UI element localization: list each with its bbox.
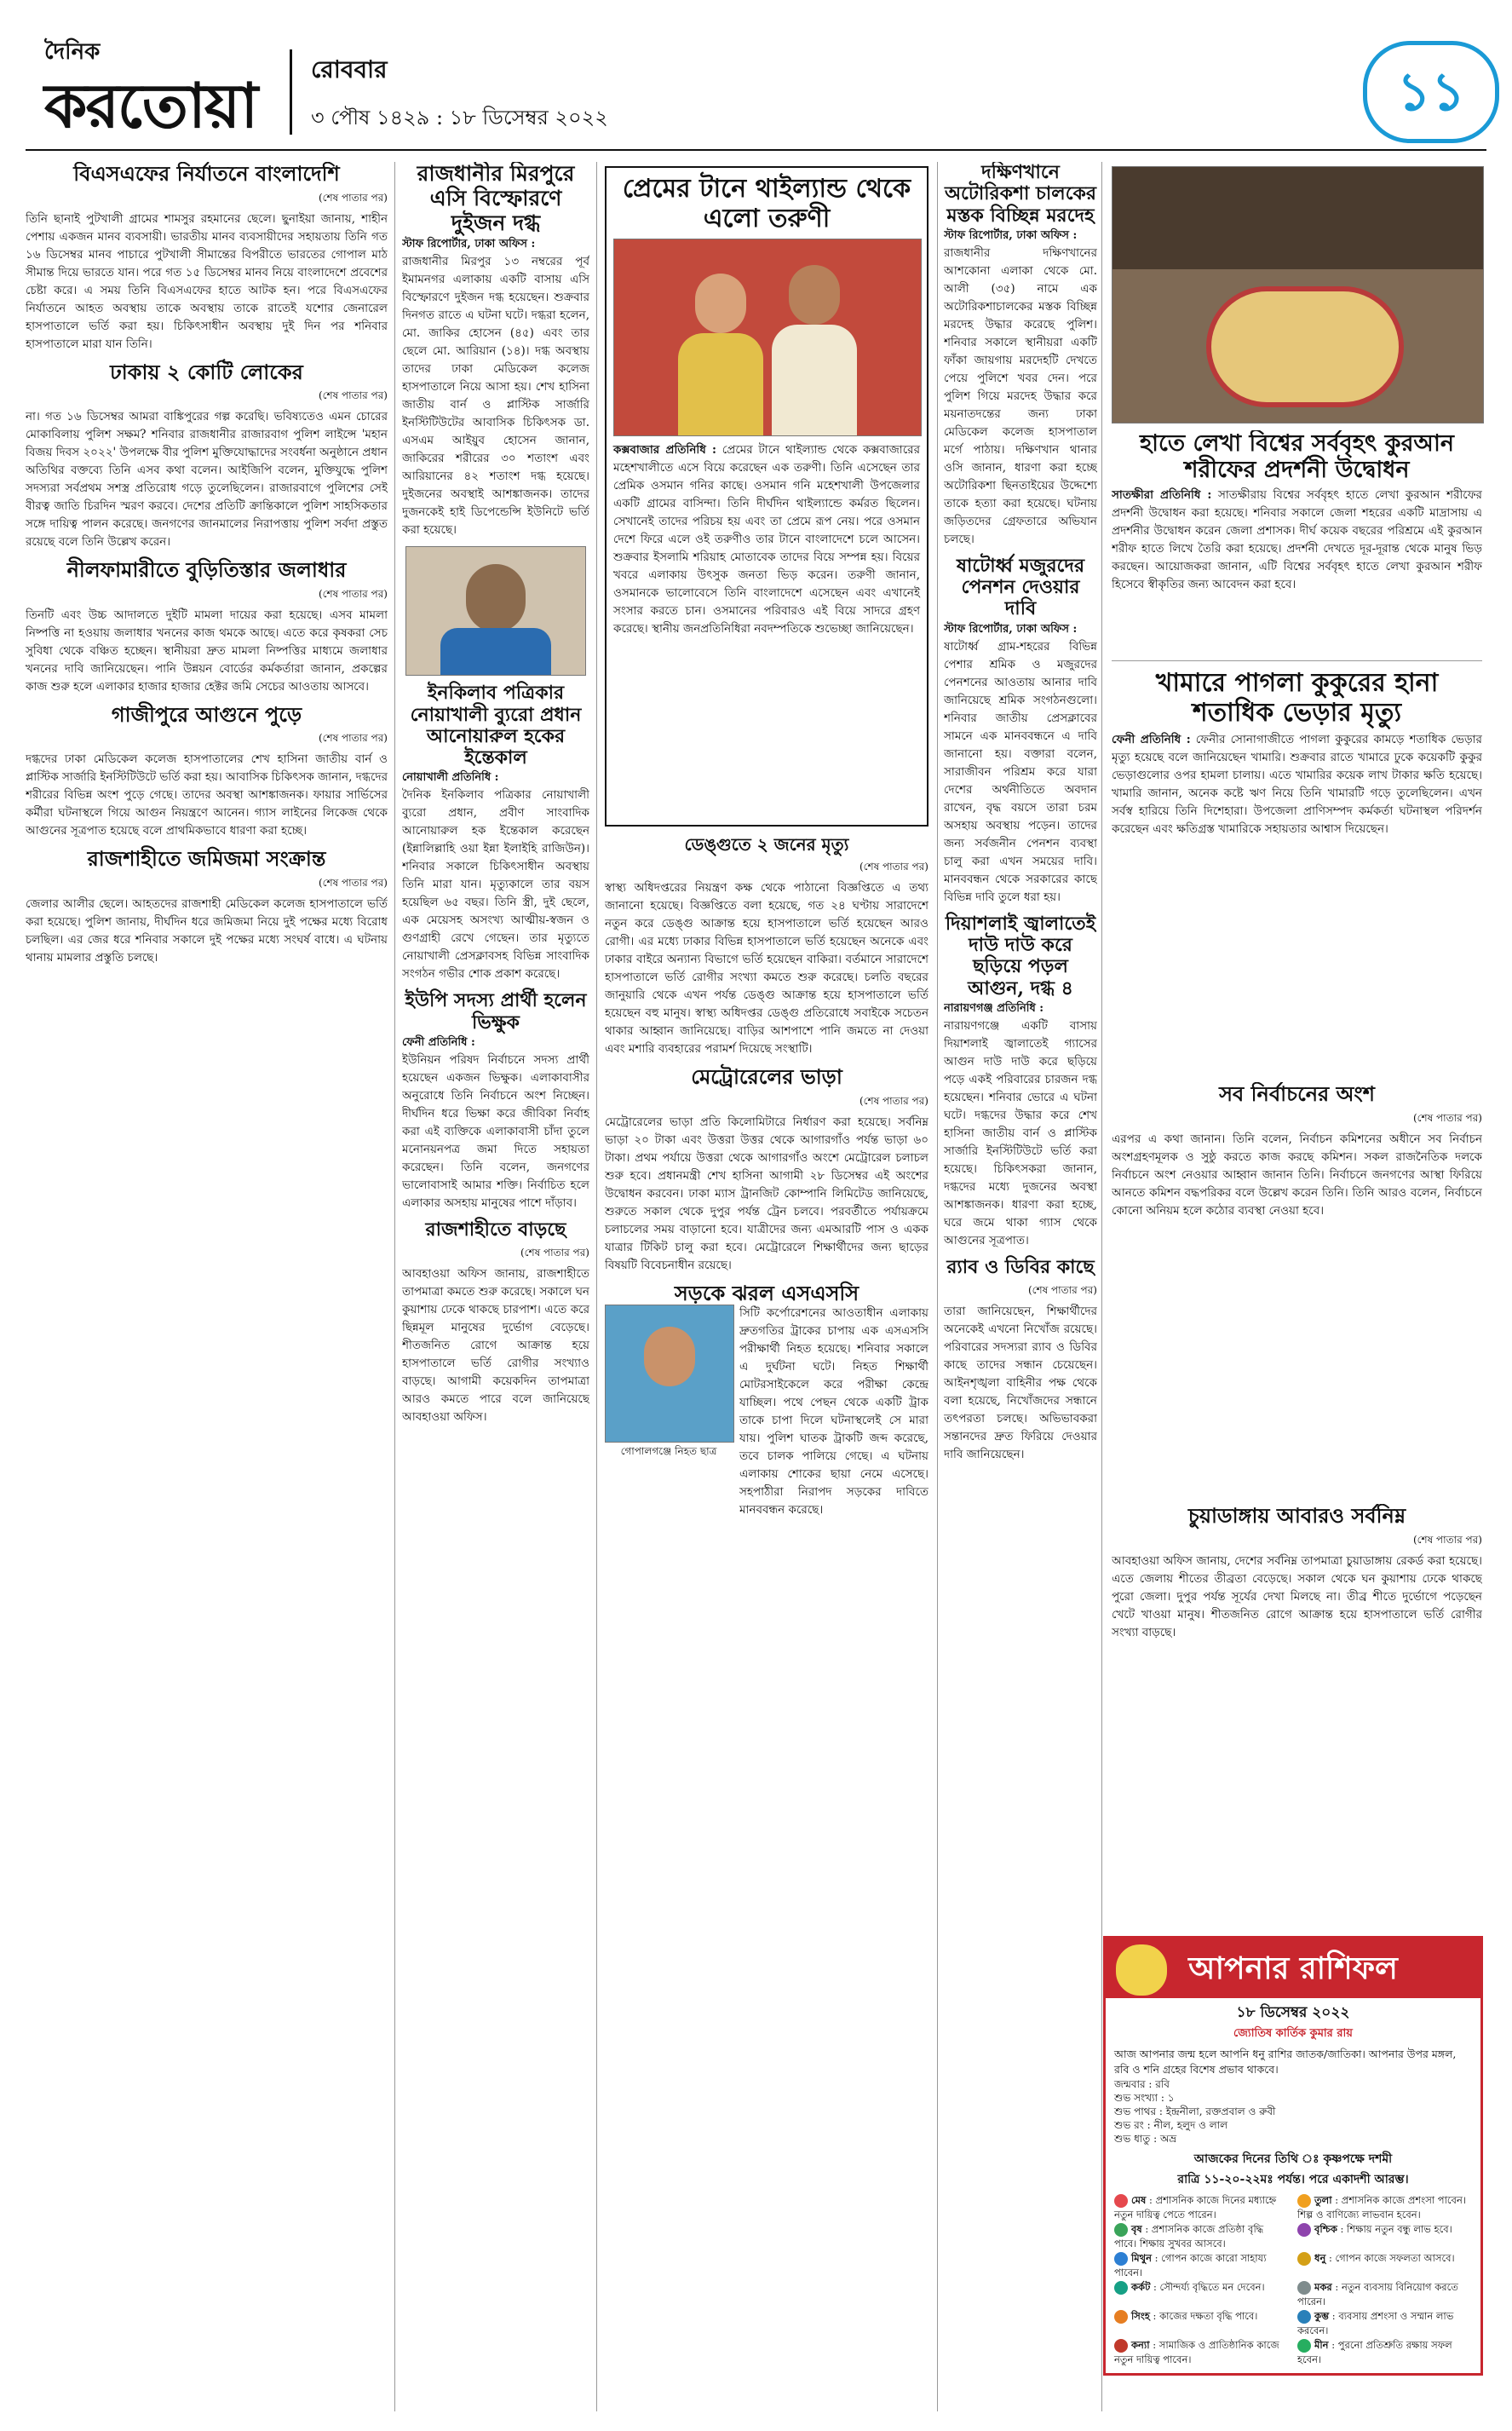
zodiac-sign-text: : শিক্ষায় নতুন বন্ধু লাভ হবে। xyxy=(1337,2223,1452,2235)
second-column xyxy=(402,162,589,2411)
zodiac-sign-text: : পুরনো প্রতিশ্রুতি রক্ষায় সফল হবেন। xyxy=(1297,2339,1452,2365)
zodiac-sign-text: : সামাজিক ও প্রাতিষ্ঠানিক কাজে নতুন দায়িত্ব পাবেন। xyxy=(1114,2339,1279,2365)
article-body: নারায়ণগঞ্জে একটি বাসায় দিয়াশলাই জ্বালাতেই গ্যাসের আগুন দাউ দাউ করে ছড়িয়ে পড়ে একই পরিবারের চারজন দগ্ধ হয়েছেন। শনিবার ভোরে এ ঘটনা ঘটে। দগ্ধদের উদ্ধার করে শেখ হাসিনা জাতীয় বার্ন ও প্লাস্টিক সার্জারি ইনস্টিটিউটে ভর্তি করা হয়েছে। চিকিৎসকরা জানান, দগ্ধদের মধ্যে দুজনের অবস্থা আশঙ্কাজনক। ধারণা করা হচ্ছে, ঘরে জমে থাকা গ্যাস থেকে আগুনের সূত্রপাত। xyxy=(944,1018,1097,1247)
headline: রাজধানীর মিরপুরে এসি বিস্ফোরণে দুইজন দগ্ধ xyxy=(417,162,575,235)
photo-background xyxy=(1112,167,1483,269)
zodiac-sign-text: : নতুন ব্যবসায় বিনিয়োগ করতে পারেন। xyxy=(1297,2281,1458,2307)
lucky-item xyxy=(1114,2105,1472,2118)
zodiac-sign-name: মকর xyxy=(1314,2281,1332,2293)
zodiac-sign-name: বৃশ্চিক xyxy=(1314,2223,1337,2235)
headline: প্রেমের টানে থাইল্যান্ড থেকে এলো তরুণী xyxy=(622,174,911,233)
zodiac-sign-entry xyxy=(1114,2309,1289,2338)
logo-small: দৈনিক xyxy=(44,39,101,65)
zodiac-sign-entry xyxy=(1114,2280,1289,2309)
zodiac-sign-entry xyxy=(1297,2193,1472,2222)
lucky-label: শুভ পাথর xyxy=(1114,2106,1157,2117)
byline: স্টাফ রিপোর্টার, ঢাকা অফিস : xyxy=(944,228,1078,242)
photo-caption: গোপালগঞ্জে নিহত ছাত্র xyxy=(620,1445,717,1458)
lucky-item xyxy=(1114,2132,1472,2146)
article-body: ফেনীর সোনাগাজীতে পাগলা কুকুরের কামড়ে শতাধিক ভেড়ার মৃত্যু হয়েছে বলে জানিয়েছেন খামারি। শুক্রবার রাতে খামারে ঢুকে কয়েকটি কুকুর ভেড়াগুলোর ওপর হামলা চালায়। এতে খামারির কয়েক লাখ টাকার ক্ষতি হয়েছে। খামারি জানান, অনেক কষ্টে ঋণ নিয়ে তিনি খামারটি গড়ে তুলেছিলেন। এখন সর্বস্ব হারিয়ে তিনি দিশেহারা। উপজেলা প্রাণিসম্পদ কর্মকর্তা ঘটনাস্থল পরিদর্শন করেছেন এবং ক্ষতিগ্রস্ত খামারিকে সহায়তার আশ্বাস দিয়েছেন। xyxy=(1112,733,1482,836)
issue-date: ৩ পৌষ ১৪২৯ : ১৮ ডিসেম্বর ২০২২ xyxy=(311,106,608,130)
continued-label: (শেষ পাতার পর) xyxy=(1027,1284,1097,1297)
zodiac-sign-text: : সৌন্দর্য্য বৃদ্ধিতে মন দেবেন। xyxy=(1150,2281,1265,2293)
lucky-value: ইন্দ্রনীলা, রক্তপ্রবাল ও রুবী xyxy=(1165,2106,1276,2117)
lucky-list xyxy=(1106,2077,1480,2146)
headline: ষাটোর্ধ্ব মজুরদের পেনশন দেওয়ার দাবি xyxy=(956,554,1085,620)
headline: ইউপি সদস্য প্রার্থী হলেন ভিক্ষুক xyxy=(405,989,587,1034)
zodiac-sign-name: বৃষ xyxy=(1131,2223,1142,2235)
zodiac-sign-entry xyxy=(1297,2338,1472,2367)
zodiac-wheel-icon xyxy=(1114,1943,1169,1997)
column-divider xyxy=(1101,162,1102,2411)
zodiac-symbol-icon xyxy=(1114,2223,1128,2237)
byline: কক্সবাজার প্রতিনিধি : xyxy=(613,443,716,457)
lucky-value: নীল, হলুদ ও লাল xyxy=(1153,2119,1228,2131)
article-body: সাতক্ষীরায় বিশ্বের সর্ববৃহৎ হাতে লেখা কুরআন শরীফের প্রদর্শনী উদ্বোধন করা হয়েছে। শনিবার সকালে জেলা শহরের একটি মাদ্রাসায় এ প্রদর্শনীর উদ্বোধন করেন জেলা প্রশাসক। দীর্ঘ কয়েক বছরের পরিশ্রমে এই কুরআন শরীফ হাতে লিখে তৈরি করা হয়েছে। প্রদর্শনী দেখতে দূর-দূরান্ত থেকে মানুষ ভিড় করছেন। আয়োজকরা জানান, এটি বিশ্বের সর্ববৃহৎ হাতে লেখা কুরআন শরীফ হিসেবে স্বীকৃতির জন্য আবেদন করা হবে। xyxy=(1112,488,1482,592)
issue-day: রোববার xyxy=(311,55,388,84)
byline: সাতক্ষীরা প্রতিনিধি : xyxy=(1112,488,1212,503)
horoscope-intro: আজ আপনার জন্ম হলে আপনি ধনু রাশির জাতক/জাতিকা। আপনার উপর মঙ্গল, রবি ও শনি গ্রহের বিশেষ প্রভাব থাকবে। xyxy=(1114,2048,1457,2076)
lucky-value: অভ্র xyxy=(1159,2133,1177,2145)
zodiac-signs-grid xyxy=(1106,2193,1480,2367)
byline: স্টাফ রিপোর্টার, ঢাকা অফিস : xyxy=(944,622,1078,636)
headline: ইনকিলাব পত্রিকার নোয়াখালী ব্যুরো প্রধান আনোয়ারুল হকের ইন্তেকাল xyxy=(410,682,582,769)
article-body: দগ্ধদের ঢাকা মেডিকেল কলেজ হাসপাতালের শেখ হাসিনা জাতীয় বার্ন ও প্লাস্টিক সার্জারি ইনস্টিটিউটে ভর্তি করা হয়। আবাসিক চিকিৎসক জানান, দগ্ধদের শরীরের বিভিন্ন অংশ পুড়ে গেছে। তাদের অবস্থা আশঙ্কাজনক। ফায়ার সার্ভিসের কর্মীরা ঘটনাস্থলে গিয়ে আগুন নিয়ন্ত্রণে আনেন। গ্যাস লাইনের লিকেজ থেকে আগুনের সূত্রপাত হয়েছে বলে প্রাথমিকভাবে ধারণা করা হচ্ছে। xyxy=(26,752,388,838)
person-body-icon xyxy=(440,628,551,675)
fourth-column xyxy=(944,162,1097,2411)
headline: দিয়াশলাই জ্বালাতেই দাউ দাউ করে ছড়িয়ে পড়ল আগুন, দগ্ধ ৪ xyxy=(945,912,1096,999)
horoscope-title: আপনার রাশিফল xyxy=(1188,1950,1398,1986)
election-article xyxy=(1112,1082,1482,1500)
continued-label: (শেষ পাতার পর) xyxy=(318,876,388,889)
continued-label: (শেষ পাতার পর) xyxy=(520,1247,589,1259)
article-body: রাজধানীর মিরপুর ১৩ নম্বরের পূর্ব ইমামনগর এলাকায় একটি বাসায় এসি বিস্ফোরণে দুইজন দগ্ধ হয়েছেন। শুক্রবার দিনগত রাতে এ ঘটনা ঘটে। দগ্ধরা হলেন, মো. জাকির হোসেন (৪৫) এবং তার ছেলে মো. আরিয়ান (১৪)। দগ্ধ অবস্থায় তাদের ঢাকা মেডিকেল কলেজ হাসপাতালে নিয়ে আসা হয়। শেখ হাসিনা জাতীয় বার্ন ও প্লাস্টিক সার্জারি ইনস্টিটিউটের আবাসিক চিকিৎসক ডা. এসএম আইয়ুব হোসেন জানান, জাকিরের শরীরের ৩০ শতাংশ এবং আরিয়ানের ৪২ শতাংশ দগ্ধ হয়েছে। দুইজনের অবস্থাই আশঙ্কাজনক। তাদের দুজনকেই হাই ডিপেন্ডেন্সি ইউনিটে ভর্তি করা হয়েছে। xyxy=(402,255,589,538)
zodiac-symbol-icon xyxy=(1297,2223,1311,2237)
lucky-value: রবি xyxy=(1155,2078,1170,2090)
quran-article xyxy=(1112,430,1482,656)
zodiac-symbol-icon xyxy=(1297,2339,1311,2353)
headline: হাতে লেখা বিশ্বের সর্ববৃহৎ কুরআন শরীফের প্রদর্শনী উদ্বোধন xyxy=(1139,430,1455,484)
separator: : xyxy=(1145,2078,1156,2090)
continued-label: (শেষ পাতার পর) xyxy=(1412,1533,1482,1546)
student-photo xyxy=(605,1305,734,1443)
continued-label: (শেষ পাতার পর) xyxy=(318,191,388,204)
bride-dress-icon xyxy=(678,333,763,435)
article-body: আবহাওয়া অফিস জানায়, দেশের সর্বনিম্ন তাপমাত্রা চুয়াডাঙ্গায় রেকর্ড করা হয়েছে। এতে জেলায় শীতের তীব্রতা বেড়েছে। সকাল থেকে ঘন কুয়াশায় ঢেকে থাকছে পুরো জেলা। দুপুর পর্যন্ত সূর্যের দেখা মিলছে না। তীব্র শীতে দুর্ভোগে পড়েছেন খেটে খাওয়া মানুষ। শীতজনিত রোগে আক্রান্ত হয়ে হাসপাতালে ভর্তি রোগীর সংখ্যা বাড়ছে। xyxy=(1112,1553,1482,1639)
zodiac-sign-text: : কাজের দক্ষতা বৃদ্ধি পাবে। xyxy=(1149,2310,1258,2322)
byline: ফেনী প্রতিনিধি : xyxy=(1112,733,1191,746)
article-body: ইউনিয়ন পরিষদ নির্বাচনে সদস্য প্রার্থী হয়েছেন একজন ভিক্ষুক। এলাকাবাসীর অনুরোধে তিনি নির্বাচনে অংশ নিচ্ছেন। দীর্ঘদিন ধরে ভিক্ষা করে জীবিকা নির্বাহ করা এই ব্যক্তিকে এলাকাবাসী চাঁদা তুলে মনোনয়নপত্র জমা দিতে সহায়তা করেছেন। তিনি বলেন, জনগণের ভালোবাসাই আমার শক্তি। নির্বাচিত হলে এলাকার অসহায় মানুষের পাশে দাঁড়াব। xyxy=(402,1053,589,1211)
zodiac-sign-entry xyxy=(1297,2222,1472,2251)
quran-display-icon xyxy=(1206,286,1404,407)
zodiac-symbol-icon xyxy=(1297,2281,1311,2295)
tithi-time: রাত্রি ১১-২০-২২মঃ পর্যন্ত। পরে একাদশী আরম্ভ। xyxy=(1177,2173,1409,2186)
lucky-label: শুভ রং xyxy=(1114,2119,1144,2131)
zodiac-sign-text: : প্রশাসনিক কাজে দিনের মধ্যাহ্নে নতুন দায়িত্ব পেতে পারেন। xyxy=(1114,2194,1277,2221)
zodiac-sign-entry xyxy=(1114,2222,1289,2251)
headline: সড়কে ঝরল এসএসসি xyxy=(674,1280,859,1305)
headline: মেট্রোরেলের ভাড়া xyxy=(691,1064,842,1089)
zodiac-sign-entry xyxy=(1297,2251,1472,2280)
zodiac-sign-entry xyxy=(1114,2338,1289,2367)
separator: : xyxy=(1158,2092,1168,2104)
zodiac-symbol-icon xyxy=(1114,2252,1128,2266)
continued-label: (শেষ পাতার পর) xyxy=(1412,1111,1482,1124)
section-rule xyxy=(1112,660,1482,661)
headline: ঢাকায় ২ কোটি লোকের xyxy=(110,359,303,384)
lucky-item xyxy=(1114,2118,1472,2132)
student-head-icon xyxy=(644,1327,695,1386)
lucky-label: জন্মবার xyxy=(1114,2078,1146,2090)
article-body: দৈনিক ইনকিলাব পত্রিকার নোয়াখালী ব্যুরো প্রধান, প্রবীণ সাংবাদিক আনোয়ারুল হক ইন্তেকাল করেছেন (ইন্নালিল্লাহি ওয়া ইন্না ইলাইহি রাজিউন)। শনিবার সকালে চিকিৎসাধীন অবস্থায় তিনি মারা যান। মৃত্যুকালে তার বয়স হয়েছিল ৬৫ বছর। তিনি স্ত্রী, দুই ছেলে, এক মেয়েসহ অসংখ্য আত্মীয়-স্বজন ও গুণগ্রাহী রেখে গেছেন। তার মৃত্যুতে নোয়াখালী প্রেসক্লাবসহ বিভিন্ন সাংবাদিক সংগঠন গভীর শোক প্রকাশ করেছে। xyxy=(402,788,589,982)
zodiac-symbol-icon xyxy=(1297,2194,1311,2208)
headline: নীলফামারীতে বুড়িতিস্তার জলাধার xyxy=(66,557,347,583)
article-body: রাজধানীর দক্ষিণখানের আশকোনা এলাকা থেকে মো. আলী (৩৫) নামে এক অটোরিকশাচালকের মস্তক বিচ্ছিন্ন মরদেহ উদ্ধার করেছে পুলিশ। শনিবার সকালে স্থানীয়রা একটি ফাঁকা জায়গায় মরদেহটি দেখতে পেয়ে পুলিশে খবর দেন। পরে পুলিশ গিয়ে মরদেহ উদ্ধার করে ময়নাতদন্তের জন্য ঢাকা মেডিকেল কলেজ হাসপাতাল মর্গে পাঠায়। দক্ষিণখান থানার ওসি জানান, ধারণা করা হচ্ছে অটোরিকশা ছিনতাইয়ের উদ্দেশ্যে তাকে হত্যা করা হয়েছে। ঘটনায় জড়িতদের গ্রেফতারে অভিযান চলছে। xyxy=(944,245,1097,546)
headline: দক্ষিণখানে অটোরিকশা চালকের মস্তক বিচ্ছিন্ন মরদেহ xyxy=(944,162,1097,227)
left-column xyxy=(26,162,388,2411)
separator: : xyxy=(1150,2133,1160,2145)
tithi-label: আজকের দিনের তিথি ঃ কৃষ্ণপক্ষে দশমী xyxy=(1193,2152,1393,2166)
portrait-photo xyxy=(405,546,586,676)
article-body: ষাটোর্ধ্ব গ্রাম-শহরের বিভিন্ন পেশার শ্রমিক ও মজুরদের পেনশনের আওতায় আনার দাবি জানিয়েছে শ্রমিক সংগঠনগুলো। শনিবার জাতীয় প্রেসক্লাবের সামনে এক মানববন্ধনে এ দাবি জানানো হয়। বক্তারা বলেন, সারাজীবন পরিশ্রম করে যারা দেশের অর্থনীতিতে অবদান রাখেন, বৃদ্ধ বয়সে তারা চরম অসহায় অবস্থায় পড়েন। তাদের জন্য সর্বজনীন পেনশন ব্যবস্থা চালু করা এখন সময়ের দাবি। মানববন্ধন থেকে সরকারের কাছে বিভিন্ন দাবি তুলে ধরা হয়। xyxy=(944,639,1097,904)
lucky-label: শুভ সংখ্যা xyxy=(1114,2092,1158,2104)
masthead xyxy=(0,0,1512,149)
zodiac-sign-text: : গোপন কাজে কারো সাহায্য পাবেন। xyxy=(1114,2252,1267,2278)
person-head-icon xyxy=(466,564,526,632)
zodiac-symbol-icon xyxy=(1114,2281,1128,2295)
article-body: তিনি ছানাই পুটখালী গ্রামের শামসুর রহমানের ছেলে। ছুনাইয়া জানায়, শাহীন পেশায় একজন মানব ব্যবসায়ী। ভারতীয় মানব ব্যবসায়ীদের সহায়তায় তিনি গত ১৬ ডিসেম্বর মানব পাচারে পুটখালী সীমান্তের বিপরীতে ভারতের গোপাল মাঠ সীমান্ত দিয়ে ভারতে যান। পরে গত ১৫ ডিসেম্বর মানব নিয়ে বাংলাদেশে প্রবেশের চেষ্টা করে। এ সময় তিনি বিএসএফের হাতে আটক হন। পরে বিএসএফের নির্যাতনে আহত অবস্থায় তাকে অবস্থায় তাকে রাতেই যশোর জেনারেল হাসপাতালে ভর্তি করা হয়। চিকিৎসাধীন অবস্থায় দুই দিন পর শনিবার হাসপাতালে মারা যান তিনি। xyxy=(26,211,388,351)
zodiac-sign-text: : ব্যবসায় প্রশংসা ও সম্মান লাভ করবেন। xyxy=(1297,2310,1454,2336)
headline: গাজীপুরে আগুনে পুড়ে xyxy=(111,701,302,727)
continued-label: (শেষ পাতার পর) xyxy=(859,1094,928,1107)
horoscope-box xyxy=(1103,1936,1483,2376)
horoscope-date: ১৮ ডিসেম্বর ২০২২ xyxy=(1236,2004,1350,2021)
headline: সব নির্বাচনের অংশ xyxy=(1219,1082,1375,1106)
continued-label: (শেষ পাতার পর) xyxy=(318,389,388,402)
horoscope-header xyxy=(1106,1938,1480,1998)
headline: বিএসএফের নির্যাতনে বাংলাদেশি xyxy=(73,162,340,186)
headline: রাজশাহীতে বাড়ছে xyxy=(425,1218,566,1241)
quran-exhibition-photo xyxy=(1112,166,1484,423)
masthead-rule xyxy=(26,149,1486,151)
bride-icon xyxy=(695,274,746,333)
zodiac-sign-entry xyxy=(1297,2309,1472,2338)
page-number: ১১ xyxy=(1363,41,1499,143)
zodiac-sign-text: : প্রশাসনিক কাজে প্রতিষ্ঠা বৃদ্ধি পাবে। শিক্ষায় সুখবর আসবে। xyxy=(1114,2223,1264,2250)
zodiac-symbol-icon xyxy=(1297,2310,1311,2324)
continued-label: (শেষ পাতার পর) xyxy=(318,732,388,745)
column-divider xyxy=(937,162,938,2411)
lucky-label: শুভ ধাতু xyxy=(1114,2133,1151,2145)
byline: নোয়াখালী প্রতিনিধি : xyxy=(402,771,499,785)
article-body: আবহাওয়া অফিস জানায়, রাজশাহীতে তাপমাত্রা কমতে শুরু করেছে। সকালে ঘন কুয়াশায় ঢেকে থাকছে চারপাশ। এতে করে ছিন্নমূল মানুষের দুর্ভোগ বেড়েছে। শীতজনিত রোগে আক্রান্ত হয়ে হাসপাতালে ভর্তি রোগীর সংখ্যাও বাড়ছে। আগামী কয়েকদিন তাপমাত্রা আরও কমতে পারে বলে জানিয়েছে আবহাওয়া অফিস। xyxy=(402,1267,589,1425)
horoscope-author: জ্যোতিষ কার্তিক কুমার রায় xyxy=(1233,2027,1353,2040)
headline: চুয়াডাঙ্গায় আবারও সর্বনিম্ন xyxy=(1187,1504,1406,1528)
article-body: প্রেমের টানে থাইল্যান্ড থেকে কক্সবাজারের মহেশখালীতে এসে বিয়ে করেছেন এক তরুণী। তিনি এসেছেন তার প্রেমিক ওসমান গনির কাছে। ওসমান গনি মহেশখালী উপজেলার একটি গ্রামের বাসিন্দা। তিনি দীর্ঘদিন থাইল্যান্ডে কর্মরত ছিলেন। সেখানেই তাদের পরিচয় হয় এবং তা প্রেমে রূপ নেয়। পরে ওসমান দেশে ফিরে এলে ওই তরুণীও তার টানে বাংলাদেশে চলে আসেন। শুক্রবার ইসলামি শরিয়াহ মোতাবেক তাদের বিয়ে সম্পন্ন হয়। বিয়ের খবরে এলাকায় উৎসুক জনতা ভিড় করেন। তরুণী জানান, ওসমানকে ভালোবেসে তিনি বাংলাদেশে এসেছেন এবং এখানেই সংসার করতে চান। ওসমানের পরিবারও এই বিয়ে সাদরে গ্রহণ করেছে। স্থানীয় জনপ্রতিনিধিরা নবদম্পতিকে শুভেচ্ছা জানিয়েছেন। xyxy=(613,443,921,636)
headline: ডেঙ্গুতে ২ জনের মৃত্যু xyxy=(684,835,849,855)
lucky-value: ১ xyxy=(1167,2092,1175,2104)
headline: র‍্যাব ও ডিবির কাছে xyxy=(946,1255,1095,1278)
separator: : xyxy=(1143,2119,1154,2131)
center-column xyxy=(605,835,928,2411)
zodiac-sign-name: মীন xyxy=(1314,2339,1329,2351)
byline: নারায়ণগঞ্জ প্রতিনিধি : xyxy=(944,1001,1044,1015)
zodiac-sign-entry xyxy=(1114,2251,1289,2280)
article-body: তারা জানিয়েছেন, শিক্ষার্থীদের অনেকেই এখনো নিখোঁজ রয়েছে। পরিবারের সদস্যরা র‍্যাব ও ডিবির কাছে তাদের সন্ধান চেয়েছেন। আইনশৃঙ্খলা বাহিনীর পক্ষ থেকে বলা হয়েছে, নিখোঁজদের সন্ধানে তৎপরতা চলছে। অভিভাবকরা সন্তানদের দ্রুত ফিরিয়ে দেওয়ার দাবি জানিয়েছেন। xyxy=(944,1305,1097,1462)
zodiac-sign-name: কন্যা xyxy=(1131,2339,1150,2351)
column-divider xyxy=(596,162,597,2411)
zodiac-sign-entry xyxy=(1114,2193,1289,2222)
headline: খামারে পাগলা কুকুরের হানা শতাধিক ভেড়ার মৃত্যু xyxy=(1155,669,1439,728)
zodiac-sign-name: তুলা xyxy=(1314,2194,1332,2206)
zodiac-sign-entry xyxy=(1297,2280,1472,2309)
byline: ফেনী প্রতিনিধি : xyxy=(402,1036,475,1050)
zodiac-symbol-icon xyxy=(1114,2310,1128,2324)
zodiac-sign-name: মেষ xyxy=(1131,2194,1147,2206)
zodiac-sign-name: কর্কট xyxy=(1131,2281,1151,2293)
article-body: তিনটি এবং উচ্চ আদালতে দুইটি মামলা দায়ের করা হয়েছে। এসব মামলা নিষ্পত্তি না হওয়ায় জলাধার খননের কাজ থমকে আছে। এতে করে কৃষকরা সেচ সুবিধা থেকে বঞ্চিত হচ্ছেন। স্থানীয়রা দ্রুত মামলা নিষ্পত্তির মাধ্যমে জলাধার খননের দাবি জানিয়েছেন। পানি উন্নয়ন বোর্ডের কর্মকর্তারা জানান, প্রকল্পের কাজ শুরু হলে এলাকার হাজার হাজার হেক্টর জমি সেচের আওতায় আসবে। xyxy=(26,608,388,694)
separator: : xyxy=(1156,2106,1166,2117)
article-body: স্বাস্থ্য অধিদপ্তরের নিয়ন্ত্রণ কক্ষ থেকে পাঠানো বিজ্ঞপ্তিতে এ তথ্য জানানো হয়েছে। বিজ্ঞপ্তিতে বলা হয়েছে, গত ২৪ ঘণ্টায় সারাদেশে নতুন করে ডেঙ্গু আক্রান্ত হয়ে হাসপাতালে ভর্তি হয়েছেন আরও রোগী। এর মধ্যে ঢাকার বিভিন্ন হাসপাতালে ভর্তি হয়েছেন অনেকে এবং ঢাকার বাইরে অন্যান্য বিভাগে ভর্তি হয়েছেন বাকিরা। বর্তমানে সারাদেশে হাসপাতালে ভর্তি রোগীর সংখ্যা কমতে শুরু করেছে। চলতি বছরের জানুয়ারি থেকে এখন পর্যন্ত ডেঙ্গু আক্রান্ত হয়ে হাসপাতালে ভর্তি হয়েছেন বহু মানুষ। স্বাস্থ্য অধিদপ্তর ডেঙ্গু প্রতিরোধে সবাইকে সচেতন থাকার আহ্বান জানিয়েছে। বাড়ির আশপাশে পানি জমতে না দেওয়া এবং মশারি ব্যবহারের পরামর্শ দিয়েছে সংস্থাটি। xyxy=(605,881,928,1056)
zodiac-sign-text: : প্রশাসনিক কাজে প্রশংসা পাবেন। শিল্প ও বাণিজ্যে লাভবান হবেন। xyxy=(1297,2194,1466,2221)
byline: স্টাফ রিপোর্টার, ঢাকা অফিস : xyxy=(402,238,536,251)
couple-photo xyxy=(613,239,922,436)
zodiac-sign-name: সিংহ xyxy=(1131,2310,1150,2322)
lucky-item xyxy=(1114,2077,1472,2091)
lucky-item xyxy=(1114,2091,1472,2105)
continued-label: (শেষ পাতার পর) xyxy=(318,587,388,600)
newspaper-logo: করতোয়া xyxy=(44,69,257,141)
sheep-article xyxy=(1112,669,1482,1078)
article-body: জেলার আলীর ছেলে। আহতদের রাজশাহী মেডিকেল কলেজ হাসপাতালে ভর্তি করা হয়েছে। পুলিশ জানায়, দীর্ঘদিন ধরে জমিজমা নিয়ে দুই পক্ষের মধ্যে বিরোধ চলছিল। এর জের ধরে শনিবার সকালে দুই পক্ষের মধ্যে সংঘর্ষ বাধে। এ ঘটনায় থানায় মামলার প্রস্তুতি চলছে। xyxy=(26,896,388,965)
article-body: সিটি কর্পোরেশনের আওতাধীন এলাকায় দ্রুতগতির ট্রাকের চাপায় এক এসএসসি পরীক্ষার্থী নিহত হয়েছে। শনিবার সকালে এ দুর্ঘটনা ঘটে। নিহত শিক্ষার্থী মোটরসাইকেলে করে পরীক্ষা কেন্দ্রে যাচ্ছিল। পথে পেছন থেকে একটি ট্রাক তাকে চাপা দিলে ঘটনাস্থলেই সে মারা যায়। পুলিশ ঘাতক ট্রাকটি জব্দ করেছে, তবে চালক পালিয়ে গেছে। এ ঘটনায় এলাকায় শোকের ছায়া নেমে এসেছে। সহপাঠীরা নিরাপদ সড়কের দাবিতে মানববন্ধন করেছে। xyxy=(739,1306,928,1518)
groom-icon xyxy=(789,265,840,325)
continued-label: (শেষ পাতার পর) xyxy=(859,861,928,873)
zodiac-sign-text: : গোপন কাজে সফলতা আসবে। xyxy=(1325,2252,1455,2264)
article-body: এরপর এ কথা জানান। তিনি বলেন, নির্বাচন কমিশনের অধীনে সব নির্বাচন অংশগ্রহণমূলক ও সুষ্ঠু করতে কাজ করছে কমিশন। সকল রাজনৈতিক দলকে নির্বাচনে অংশ নেওয়ার আহ্বান জানান তিনি। নির্বাচনে জনগণের আস্থা ফিরিয়ে আনতে কমিশন বদ্ধপরিকর বলে উল্লেখ করেন তিনি। তিনি আরও বলেন, নির্বাচনে কোনো অনিয়ম হলে কঠোর ব্যবস্থা নেওয়া হবে। xyxy=(1112,1132,1482,1218)
feature-box xyxy=(605,166,928,827)
headline: রাজশাহীতে জমিজমা সংক্রান্ত xyxy=(87,846,326,872)
groom-dress-icon xyxy=(772,325,857,435)
column-divider xyxy=(394,162,395,2411)
zodiac-sign-name: মিথুন xyxy=(1131,2252,1152,2264)
zodiac-sign-name: ধনু xyxy=(1314,2252,1326,2264)
zodiac-symbol-icon xyxy=(1297,2252,1311,2266)
article-body: না। গত ১৬ ডিসেম্বর আমরা বাঙ্কিপুরের গল্প করেছি। ভবিষ্যতেও এমন চোরের মোকাবিলায় পুলিশ সক্ষম? শনিবার রাজধানীর রাজারবাগ পুলিশ লাইন্সে 'মহান বিজয় দিবস ২০২২' উপলক্ষে বীর পুলিশ মুক্তিযোদ্ধাদের সংবর্ধনা অনুষ্ঠানে প্রধান অতিথির বক্তব্যে তিনি এসব কথা বলেন। আইজিপি বলেন, মুক্তিযুদ্ধে পুলিশ সদস্যরা সর্বপ্রথম সশস্ত্র প্রতিরোধ গড়ে তুলেছিলেন। রাজারবাগে পুলিশের সেই বীরত্ব জাতি চিরদিন স্মরণ করবে। দেশের প্রতিটি ক্রান্তিকালে পুলিশ সাহসিকতার সঙ্গে দায়িত্ব পালন করেছে। জনগণের জানমালের নিরাপত্তায় পুলিশ সর্বদা প্রস্তুত রয়েছে বলে তিনি উল্লেখ করেন। xyxy=(26,410,388,550)
masthead-divider xyxy=(290,49,292,135)
zodiac-symbol-icon xyxy=(1114,2339,1128,2353)
article-body: মেট্রোরেলের ভাড়া প্রতি কিলোমিটারে নির্ধারণ করা হয়েছে। সর্বনিম্ন ভাড়া ২০ টাকা এবং উত্তরা উত্তর থেকে আগারগাঁও পর্যন্ত ভাড়া ৬০ টাকা। প্রথম পর্যায়ে উত্তরা থেকে আগারগাঁও অংশে মেট্রোরেল চলাচল শুরু হবে। প্রধানমন্ত্রী শেখ হাসিনা আগামী ২৮ ডিসেম্বর এই অংশের উদ্বোধন করবেন। ঢাকা ম্যাস ট্রানজিট কোম্পানি লিমিটেড জানিয়েছে, শুরুতে সকাল থেকে দুপুর পর্যন্ত ট্রেন চলবে। পরবর্তীতে পর্যায়ক্রমে চলাচলের সময় বাড়ানো হবে। যাত্রীদের জন্য এমআরটি পাস ও একক যাত্রার টিকিট চালু করা হবে। মেট্রোরেলে শিক্ষার্থীদের জন্য ছাড়ের বিষয়টি বিবেচনাধীন রয়েছে। xyxy=(605,1115,928,1272)
zodiac-sign-name: কুম্ভ xyxy=(1314,2310,1330,2322)
zodiac-symbol-icon xyxy=(1114,2194,1128,2208)
cold-article xyxy=(1112,1504,1482,1926)
